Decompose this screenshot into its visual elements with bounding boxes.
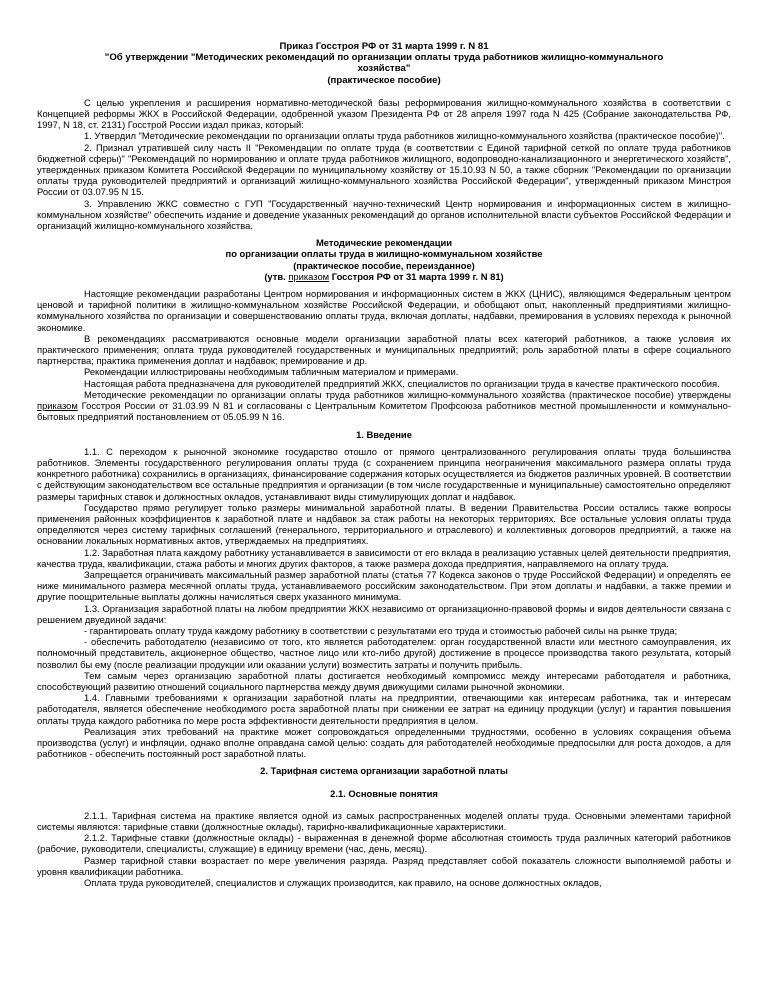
- order-item-2: 2. Признал утратившей силу часть II "Рекомендации по оплате труда (в соответствии с Единой тарифной сеткой по оплате труда работников бюджетной сферы)" "Рекомендаций по нормированию и оплате труда работников жилищного, водопроводно-канализационного и энергетического хозяйств", утвержденных приказом Комитета Российской Федерации по муниципальному хозяйству от 15.10.93 N 50, а также сборник "Рекомендации по организации оплаты труда руководителей предприятий и организаций жилищно-коммунального хозяйства Российской Федерации", утвержденный приказом Минстроя России от 03.07.95 N 15.: [37, 141, 731, 198]
- order-paragraph: С целью укрепления и расширения нормативно-методической базы реформирования жилищно-коммунального хозяйства в соответствии с Концепцией реформы ЖКХ в Российской Федерации, одобренной указом Президента РФ от 28 апреля 1997 года N 425 (Собрание законодательства РФ, 1997, N 18, ст. 2131) Госстрой России издал приказ, который:: [37, 96, 731, 131]
- doc-title-line-1: Приказ Госстроя РФ от 31 марта 1999 г. N 81: [279, 41, 489, 52]
- section-2-paragraph: Размер тарифной ставки возрастает по мере увеличения разряда. Разряд представляет собой показатель сложности выполняемой работы и уровня квалификации работника.: [37, 854, 731, 877]
- section-1-paragraph: Государство прямо регулирует только размеры минимальной заработной платы. В ведении Правительства России остались также вопросы применения районных коэффициентов к заработной плате и надбавок за стаж работы на некоторых территориях. Все остальные условия оплаты труда определяются через систему тарифных соглашений (генерального, территориального и отраслевого) и коллективных договоров предприятий, а также на основании локальных нормативных актов, утверждаемых на предприятиях.: [37, 501, 731, 547]
- section-1-heading: 1. Введение: [356, 428, 412, 440]
- section-1-paragraph: Запрещается ограничивать максимальный размер заработной платы (статья 77 Кодекса законов о труде Российской Федерации) и определять ее ниже минимального размера месячной оплаты труда, устанавливаемого российским законодательством. При этом доплаты и надбавки, а также премии и другие поощрительные выплаты должны начисляться сверх указанного минимума.: [37, 568, 731, 603]
- section-2-paragraph: Оплата труда руководителей, специалистов и служащих производится, как правило, на основе должностных окладов,: [84, 877, 602, 889]
- order-link-2[interactable]: приказом: [37, 400, 78, 412]
- intro-paragraph-3: Рекомендации иллюстрированы необходимым табличным материалом и примерами.: [84, 366, 459, 378]
- doc-title-line-3: (практическое пособие): [327, 74, 441, 86]
- section-1-paragraph: 1.1. С переходом к рыночной экономике государство отошло от прямого централизованного регулирования оплаты труда большинства работников. Элементы государственного регулирования оплаты труда (с сохранением принципа неограничения максимального размера оплаты труда конкретного работника) сохранились в организациях, финансирование содержания которых осуществляется из бюджетов различных уровней. В соответствии с действующим законодательством все остальные предприятия и организации (в том числе государственные и муниципальные) самостоятельно определяют размеры тарифных ставок и должностных окладов, устанавливают виды стимулирующих доплат и надбавок.: [37, 445, 731, 502]
- recs-title-line-2: по организации оплаты труда в жилищно-коммунальном хозяйстве: [225, 248, 543, 260]
- recs-title-prefix: (утв.: [264, 270, 289, 282]
- intro-paragraph-1: Настоящие рекомендации разработаны Центром нормирования и информационных систем в ЖКХ (ЦНИС), являющимся Федеральным центром ценовой и тарифной политики в жилищно-коммунальном хозяйстве Российской Федерации, и обобщают опыт, накопленный предприятиями жилищно-коммунального хозяйства по организации и совершенствованию оплаты труда, включая доплаты, надбавки, премирования в условиях перехода к рыночной экономике.: [37, 288, 731, 333]
- recs-title-line-3: (практическое пособие, переизданное): [293, 259, 475, 271]
- section-1-paragraph: 1.4. Главными требованиями к организации заработной платы на предприятии, отвечающими как интересам работника, так и интересам работодателя, является обеспечение необходимого роста заработной платы при снижении ее затрат на единицу продукции (услуг) и гарантия повышения оплаты труда каждого работника по мере роста эффективности деятельности предприятия в целом.: [37, 692, 731, 726]
- doc-title-line-2: "Об утверждении "Методических рекомендаций по организации оплаты труда работников жилищно-коммунального хозяйства": [104, 52, 664, 75]
- intro-paragraph-4: Настоящая работа предназначена для руководителей предприятий ЖКХ, специалистов по организации труда в качестве практического пособия.: [84, 377, 720, 389]
- document-page: [37, 0, 731, 888]
- section-1-list-item: - обеспечить работодателю (независимо от того, кто является работодателем: орган государственной власти или местного самоуправления, их полномочный представитель, акционерное общество, частное лицо или кто-либо другой) достижение в процессе производства такого результата, который позволил бы ему (после реализации продукции или оказании услуги) возместить затраты и получить прибыль.: [37, 636, 731, 670]
- intro-p5-suffix: Госстроя России от 31.03.99 N 81 и согласованы с Центральным Комитетом Профсоюза работников местной промышленности и коммунально-бытовых предприятий постановлением от 05.05.99 N 16.: [37, 400, 731, 423]
- recs-title-line-4: [37, 271, 731, 282]
- section-2-paragraph: 2.1.2. Тарифные ставки (должностные оклады) - выраженная в денежной форме абсолютная стоимость труда различных категорий работников (рабочие, руководители, специалисты, служащие) в единицу времени (час, день, месяц).: [37, 832, 731, 855]
- intro-paragraph-5: [37, 389, 731, 423]
- section-1-list-item: - гарантировать оплату труда каждому работнику в соответствии с результатами его труда и стоимостью рабочей силы на рынке труда;: [84, 624, 678, 636]
- intro-paragraph-2: В рекомендациях рассматриваются основные модели организации заработной платы всех категорий работников, а также условия их практического применения; оплата труда руководителей государственных и муниципальных предприятий; роль заработной платы в сфере социального партнерства; практика применения доплат и надбавок; премирование и др.: [37, 332, 731, 367]
- intro-p5-prefix: Методические рекомендации по организации оплаты труда работников жилищно-коммунального хозяйства (практическое пособие) утверждены: [84, 388, 731, 400]
- section-1-paragraph: 1.2. Заработная плата каждому работнику устанавливается в зависимости от его вклада в реализацию уставных целей деятельности предприятия, качества труда, квалификации, стажа работы и многих других факторов, а также размера дохода предприятия, направляемого на оплату труда.: [37, 546, 731, 569]
- order-link[interactable]: приказом: [288, 270, 330, 282]
- recs-title-suffix: Госстроя РФ от 31 марта 1999 г. N 81): [329, 270, 504, 282]
- section-1-paragraph: Тем самым через организацию заработной платы достигается необходимый компромисс между интересами работодателя и работника, способствующий развитию отношений социального партнерства между двумя движущими силами рыночной экономики.: [37, 669, 731, 692]
- order-item-1: 1. Утвердил "Методические рекомендации по организации оплаты труда работников жилищно-коммунального хозяйства (практическое пособие)".: [84, 130, 725, 142]
- section-2-heading: 2. Тарифная система организации заработной платы: [260, 765, 508, 777]
- order-item-3: 3. Управлению ЖКС совместно с ГУП "Государственный научно-технический Центр нормирования и информационных систем в жилищно-коммунальном хозяйстве" обеспечить издание и доведение указанных рекомендаций до органов исполнительной власти субъектов Российской Федерации и организаций жилищно-коммунального хозяйства.: [37, 197, 731, 232]
- section-1-paragraph: Реализация этих требований на практике может сопровождаться определенными трудностями, особенно в условиях сокращения объема производства (услуг) и инфляции, однако вполне оправдана самой целью: создать для работодателей необходимые предпосылки для роста доходов, а для работников - обеспечить постоянный рост заработной платы.: [37, 725, 731, 760]
- section-2-paragraph: 2.1.1. Тарифная система на практике является одной из самых распространенных моделей оплаты труда. Основными элементами тарифной системы являются: тарифные ставки (должностные оклады), тарифно-квалификационные характеристики.: [37, 809, 731, 832]
- recs-title-line-1: Методические рекомендации: [315, 237, 453, 249]
- section-2-1-heading: 2.1. Основные понятия: [330, 787, 438, 799]
- section-1-paragraph: 1.3. Организация заработной платы на любом предприятии ЖКХ независимо от организационно-правовой формы и видов деятельности связана с решением двуединой задачи:: [37, 602, 731, 625]
